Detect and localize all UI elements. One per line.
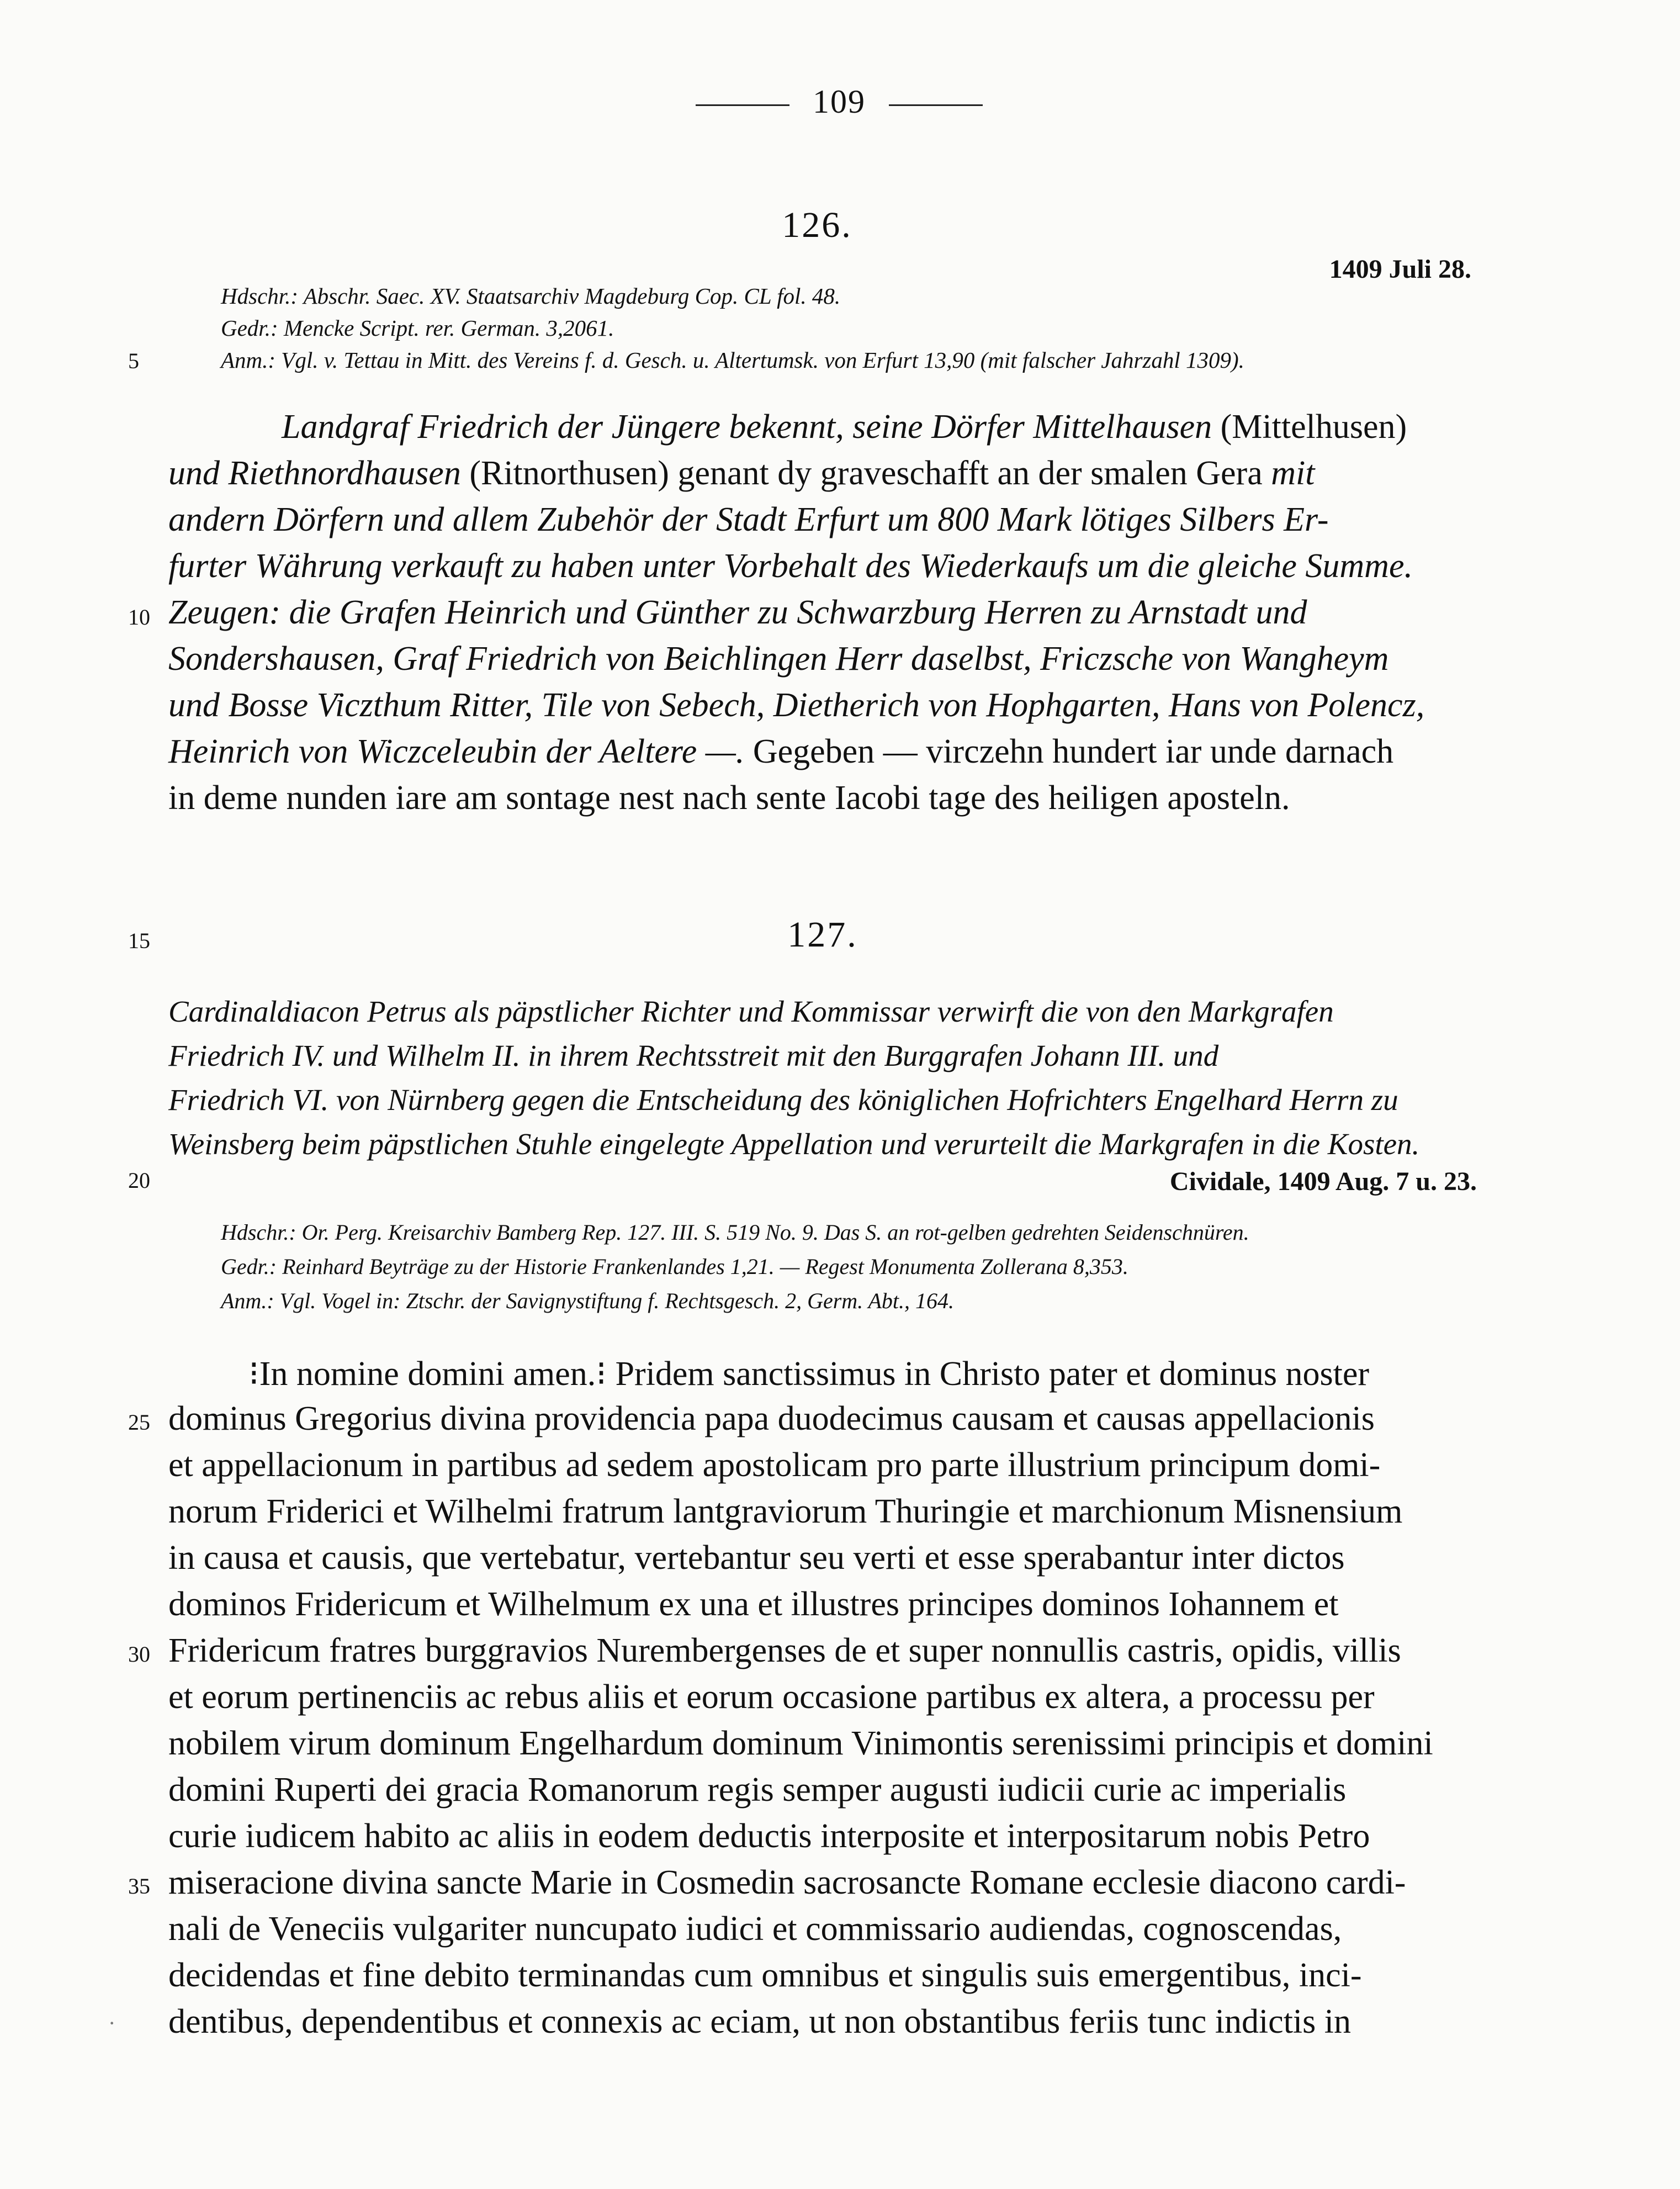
doc-126-line-6: Sondershausen, Graf Friedrich von Beichlingen Herr daselbst, Friczsche von Wangheym [168,640,1389,678]
doc-127-number: 127. [787,914,858,955]
doc-127-text-line-2: dominus Gregorius divina providencia papa duodecimus causam et causas appellacionis [168,1400,1375,1437]
doc-126-source-print: Gedr.: Mencke Script. rer. German. 3,2061. [221,315,614,341]
doc-127-text-line-13: nali de Veneciis vulgariter nuncupato iudici et commissario audiendas, cognoscendas, [168,1910,1342,1948]
doc-127-date: Cividale, 1409 Aug. 7 u. 23. [1169,1167,1477,1196]
doc-127-text-line-4: norum Friderici et Wilhelmi fratrum lantgraviorum Thuringie et marchionum Misnensium [168,1493,1403,1530]
line-number-25: 25 [128,1410,150,1435]
line-number-5: 5 [128,348,139,373]
doc-127-source-print: Gedr.: Reinhard Beyträge zu der Historie Frankenlandes 1,21. — Regest Monumenta Zollerana 8,353. [221,1254,1128,1279]
doc-127-text-line-11: curie iudicem habito ac aliis in eodem deductis interposite et interpositarum nobis Petro [168,1817,1370,1855]
doc-126-line-3: andern Dörfern und allem Zubehör der Stadt Erfurt um 800 Mark lötiges Silbers Er- [168,501,1329,538]
doc-127-text-line-14: decidendas et fine debito terminandas cum omnibus et singulis suis emergentibus, inci- [168,1957,1362,1994]
doc-127-text-line-15: dentibus, dependentibus et connexis ac eciam, ut non obstantibus feriis tunc indictis in [168,2003,1351,2040]
margin-dot: · [108,2011,116,2035]
doc-127-source-note: Anm.: Vgl. Vogel in: Ztschr. der Savignystiftung f. Rechtsgesch. 2, Germ. Abt., 164. [221,1288,954,1313]
doc-127-text-line-9: nobilem virum dominum Engelhardum dominum Vinimontis serenissimi principis et domini [168,1725,1433,1762]
doc-126-date: 1409 Juli 28. [1329,255,1471,284]
doc-127-text-line-6: dominos Fridericum et Wilhelmum ex una et illustres principes dominos Iohannem et [168,1585,1339,1623]
doc-127-regest-line-2: Friedrich IV. und Wilhelm II. in ihrem Rechtsstreit mit den Burggrafen Johann III. und [168,1039,1219,1072]
doc-127-regest-line-3: Friedrich VI. von Nürnberg gegen die Entscheidung des königlichen Hofrichters Engelhard Herrn zu [168,1083,1398,1117]
doc-127-text-line-8: et eorum pertinenciis ac rebus aliis et eorum occasione partibus ex altera, a processu per [168,1678,1375,1716]
doc-126-number: 126. [782,205,852,245]
doc-127-text-line-5: in causa et causis, que vertebatur, vertebantur seu verti et esse sperabantur inter dictos [168,1539,1345,1577]
page-header [663,83,1016,121]
doc-127-text-line-3: et appellacionum in partibus ad sedem apostolicam pro parte illustrium principum domi- [168,1446,1381,1484]
doc-127-regest-line-4: Weinsberg beim päpstlichen Stuhle eingelegte Appellation und verurteilt die Markgrafen in die Kosten. [168,1127,1420,1161]
line-number-35: 35 [128,1874,150,1899]
doc-126-line-7: und Bosse Viczthum Ritter, Tile von Sebech, Dietherich von Hophgarten, Hans von Polencz, [168,686,1425,724]
doc-127-text-line-7: Fridericum fratres burggravios Nurembergenses de et super nonnullis castris, opidis, villis [168,1632,1401,1669]
page-number: 109 [813,83,866,120]
line-number-30: 30 [128,1642,150,1667]
doc-126-source-manuscript: Hdschr.: Abschr. Saec. XV. Staatsarchiv Magdeburg Cop. CL fol. 48. [221,283,841,309]
doc-126-line-8: Heinrich von Wiczceleubin der Aeltere —. Gegeben — virczehn hundert iar unde darnach [168,733,1394,770]
header-rule-right [889,104,983,106]
doc-127-text-line-12: miseracione divina sancte Marie in Cosmedin sacrosancte Romane ecclesie diacono cardi- [168,1864,1406,1901]
line-number-15: 15 [128,928,150,953]
doc-126-line-2: und Riethnordhausen (Ritnorthusen) genant dy graveschafft an der smalen Gera mit [168,454,1315,492]
header-rule-left [696,104,789,106]
line-number-20: 20 [128,1168,150,1193]
doc-126-source-note: Anm.: Vgl. v. Tettau in Mitt. des Vereins f. d. Gesch. u. Altertumsk. von Erfurt 13,90 (mit falscher Jahrzahl 1309). [221,347,1244,373]
doc-127-text-line-1: ⁝In nomine domini amen.⁝ Pridem sanctissimus in Christo pater et dominus noster [248,1355,1370,1393]
doc-126-line-1: Landgraf Friedrich der Jüngere bekennt, seine Dörfer Mittelhausen (Mittelhusen) [282,408,1407,446]
doc-127-text-line-10: domini Ruperti dei gracia Romanorum regis semper augusti iudicii curie ac imperialis [168,1771,1347,1809]
doc-126-line-9: in deme nunden iare am sontage nest nach sente Iacobi tage des heiligen aposteln. [168,779,1290,817]
line-number-10: 10 [128,605,150,630]
doc-127-regest-line-1: Cardinaldiacon Petrus als päpstlicher Richter und Kommissar verwirft die von den Markgrafen [168,995,1334,1028]
doc-127-source-manuscript: Hdschr.: Or. Perg. Kreisarchiv Bamberg Rep. 127. III. S. 519 No. 9. Das S. an rot-gelben gedrehten Seidenschnüren. [221,1220,1249,1245]
doc-126-line-5: Zeugen: die Grafen Heinrich und Günther zu Schwarzburg Herren zu Arnstadt und [168,594,1307,631]
doc-126-line-4: furter Währung verkauft zu haben unter Vorbehalt des Wiederkaufs um die gleiche Summe. [168,547,1413,585]
